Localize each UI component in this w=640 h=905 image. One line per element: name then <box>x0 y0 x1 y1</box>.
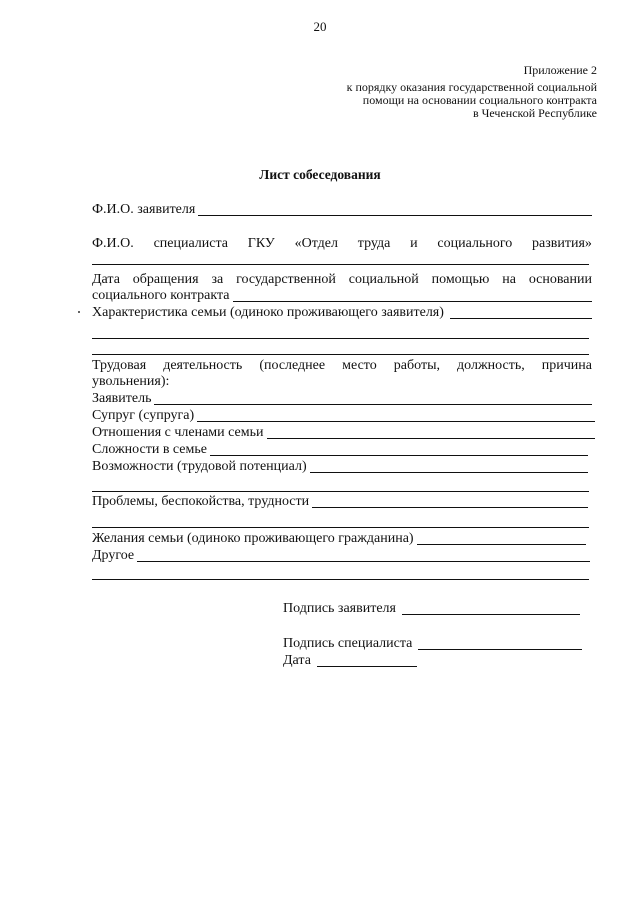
specialist-name-label <box>92 236 592 252</box>
work-activity-label-cont: увольнения): <box>92 374 170 389</box>
problems-field <box>92 494 588 510</box>
specialist-word: Ф.И.О. <box>92 236 134 251</box>
family-characteristics-blank-2[interactable] <box>92 338 589 339</box>
document-title: Лист собеседования <box>259 167 381 182</box>
capabilities-blank[interactable] <box>310 460 588 473</box>
specialist-word: социального <box>437 236 513 251</box>
work-activity-label: Трудовая деятельность (последнее место работы, должность, причина <box>92 358 592 373</box>
family-characteristics-field <box>92 305 592 321</box>
specialist-signature-field <box>283 636 582 652</box>
family-difficulties-label: Сложности в семье <box>92 442 207 457</box>
other-label: Другое <box>92 548 135 563</box>
spouse-work-blank[interactable] <box>197 409 595 422</box>
problems-label: Проблемы, беспокойства, трудности <box>92 494 310 509</box>
specialist-word: труда <box>357 236 391 251</box>
specialist-word: специалиста <box>153 236 228 251</box>
specialist-signature-label: Подпись специалиста <box>283 636 413 651</box>
scan-dot <box>78 311 80 313</box>
appeal-date-field <box>92 288 592 304</box>
appeal-date-blank[interactable] <box>233 289 593 302</box>
family-relations-blank[interactable] <box>267 426 596 439</box>
date-blank[interactable] <box>317 654 417 667</box>
appendix-title: Приложение 2 <box>523 63 597 77</box>
applicant-signature-blank[interactable] <box>402 602 580 615</box>
applicant-name-field <box>92 202 592 218</box>
applicant-name-blank[interactable] <box>198 203 592 216</box>
appendix-line: к порядку оказания государственной социальной <box>346 80 597 94</box>
appendix-line: в Чеченской Республике <box>472 106 597 120</box>
capabilities-field <box>92 459 588 475</box>
other-field <box>92 548 590 564</box>
specialist-word: развития» <box>532 236 592 251</box>
family-characteristics-blank-3[interactable] <box>92 354 589 355</box>
specialist-signature-blank[interactable] <box>418 637 582 650</box>
family-difficulties-blank[interactable] <box>210 443 588 456</box>
specialist-word: «Отдел <box>294 236 339 251</box>
family-difficulties-field <box>92 442 588 458</box>
family-relations-label: Отношения с членами семьи <box>92 425 264 440</box>
family-characteristics-label: Характеристика семьи (одиноко проживающего заявителя) <box>92 305 444 320</box>
applicant-work-label: Заявитель <box>92 391 152 406</box>
family-characteristics-blank[interactable] <box>450 306 592 319</box>
appendix-line: помощи на основании социального контракта <box>362 93 597 107</box>
appeal-date-label-cont: социального контракта <box>92 288 230 303</box>
capabilities-label: Возможности (трудовой потенциал) <box>92 459 307 474</box>
spouse-work-field <box>92 408 595 424</box>
date-field <box>283 653 417 669</box>
applicant-signature-field <box>283 601 580 617</box>
applicant-work-field <box>92 391 592 407</box>
applicant-name-label: Ф.И.О. заявителя <box>92 202 196 217</box>
specialist-name-blank[interactable] <box>92 264 589 265</box>
specialist-word: и <box>410 236 418 251</box>
family-wishes-blank[interactable] <box>417 532 586 545</box>
date-label: Дата <box>283 653 311 668</box>
family-relations-field <box>92 425 595 441</box>
page-number: 20 <box>313 19 327 34</box>
applicant-work-blank[interactable] <box>154 392 592 405</box>
other-blank[interactable] <box>137 549 590 562</box>
other-blank-2[interactable] <box>92 579 589 580</box>
capabilities-blank-2[interactable] <box>92 491 589 492</box>
specialist-word: ГКУ <box>247 236 275 251</box>
problems-blank[interactable] <box>312 495 588 508</box>
family-wishes-label: Желания семьи (одиноко проживающего гражданина) <box>92 531 414 546</box>
applicant-signature-label: Подпись заявителя <box>283 601 396 616</box>
appeal-date-label: Дата обращения за государственной социальной помощью на основании <box>92 272 592 287</box>
appendix-reference <box>347 81 597 120</box>
family-wishes-field <box>92 531 586 547</box>
spouse-work-label: Супруг (супруга) <box>92 408 195 423</box>
problems-blank-2[interactable] <box>92 527 589 528</box>
